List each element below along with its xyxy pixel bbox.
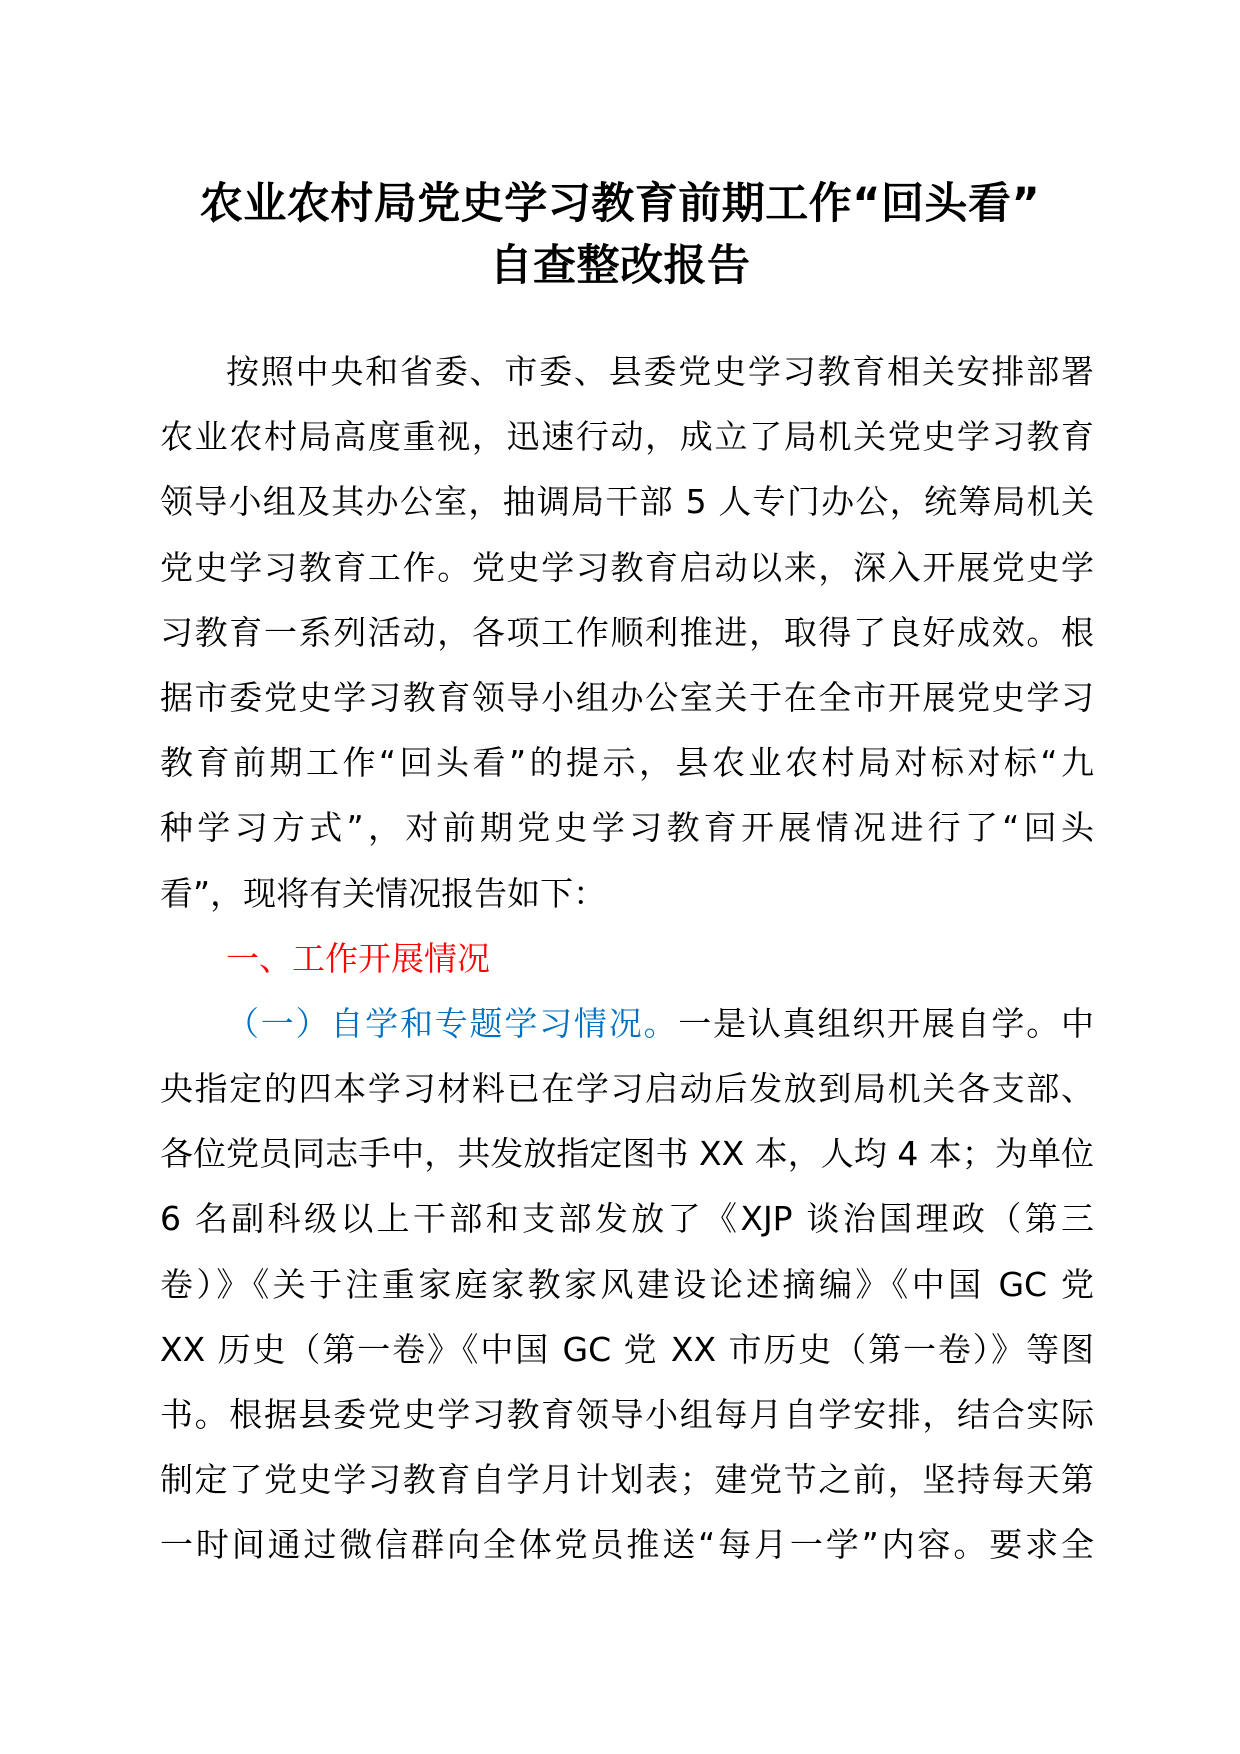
paragraph-line: 党史学习教育工作。党史学习教育启动以来，深入开展党史学 — [160, 547, 1094, 587]
paragraph-line: 据市委党史学习教育领导小组办公室关于在全市开展党史学习 — [160, 677, 1094, 717]
paragraph-line: 习教育一系列活动，各项工作顺利推进，取得了良好成效。根 — [160, 612, 1094, 652]
paragraph-line: 一时间通过微信群向全体党员推送“每月一学”内容。要求全 — [160, 1525, 1094, 1565]
document-body — [160, 339, 1094, 1578]
paragraph-line: 按照中央和省委、市委、县委党史学习教育相关安排部署 — [226, 352, 1094, 391]
paragraph-line: XX 历史（第一卷》《中国 GC 党 XX 市历史（第一卷）》等图 — [160, 1329, 1094, 1369]
paragraph-line: 教育前期工作“回头看”的提示，县农业农村局对标对标“九 — [160, 743, 1094, 783]
paragraph-line: 6 名副科级以上干部和支部发放了《XJP 谈治国理政（第三 — [160, 1199, 1094, 1239]
paragraph-line: 看”，现将有关情况报告如下： — [160, 873, 607, 913]
paragraph-line: 卷）》《关于注重家庭家教家风建设论述摘编》《中国 GC 党 — [160, 1264, 1094, 1304]
paragraph-line: 制定了党史学习教育自学月计划表；建党节之前，坚持每天第 — [160, 1460, 1094, 1500]
document-title-line-2: 自查整改报告 — [489, 241, 751, 291]
paragraph-text: 一是认真组织开展自学。中 — [678, 1003, 1095, 1043]
paragraph-line: 农业农村局高度重视，迅速行动，成立了局机关党史学习教育 — [160, 417, 1094, 457]
paragraph-line: 央指定的四本学习材料已在学习启动后发放到局机关各支部、 — [160, 1069, 1094, 1109]
section-heading: 一、工作开展情况 — [226, 938, 490, 978]
paragraph-line: 各位党员同志手中，共发放指定图书 XX 本，人均 4 本；为单位 — [160, 1134, 1094, 1174]
paragraph-line: 种学习方式”，对前期党史学习教育开展情况进行了“回头 — [160, 808, 1094, 848]
subsection-heading: （一）自学和专题学习情况。 — [226, 1003, 679, 1043]
document-title-line-1: 农业农村局党史学习教育前期工作“回头看” — [199, 179, 1041, 229]
paragraph-line: 领导小组及其办公室，抽调局干部 5 人专门办公，统筹局机关 — [160, 482, 1094, 522]
paragraph-line: 书。根据县委党史学习教育领导小组每月自学安排，结合实际 — [160, 1395, 1094, 1434]
subsection-first-line — [160, 991, 1094, 1056]
